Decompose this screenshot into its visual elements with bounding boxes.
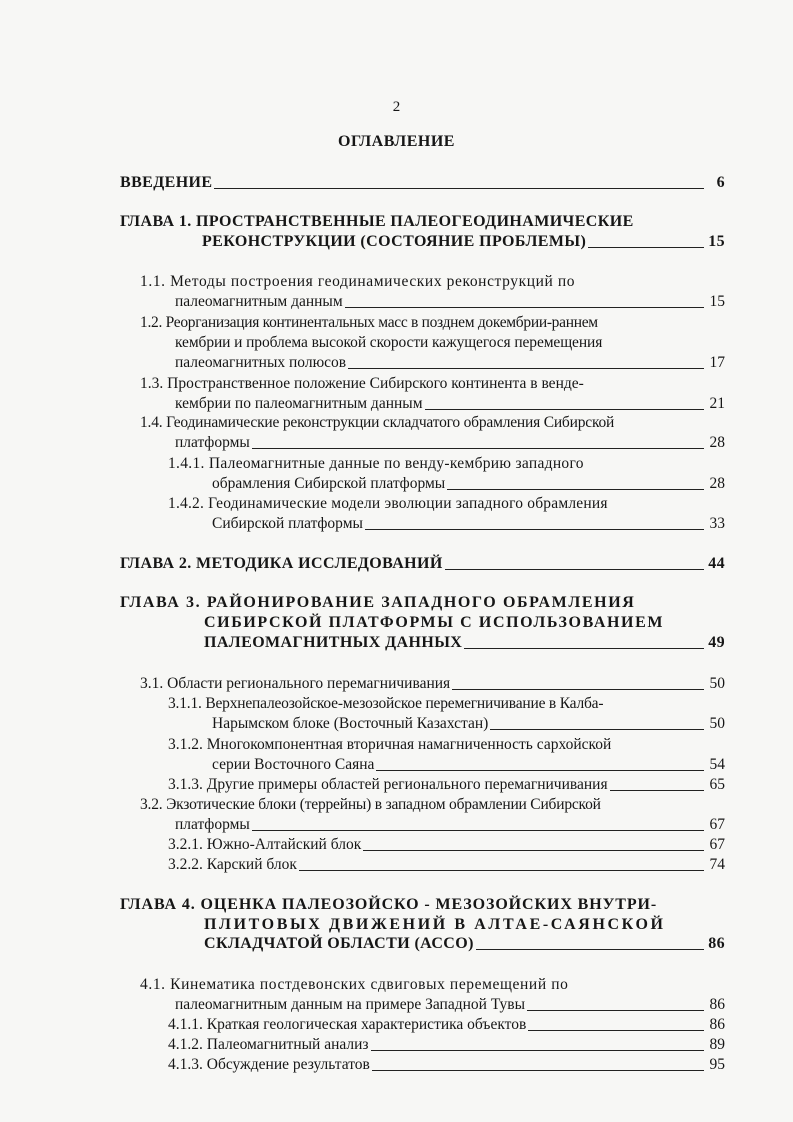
toc-entry-3-1-2-line1: 3.1.2. Многокомпонентная вторичная намагниченность сархойской [168,736,612,753]
toc-entry-3-2-2[interactable] [168,855,725,875]
toc-page-number: 28 [709,434,725,451]
toc-entry-text: платформы [175,434,250,451]
toc-entry-1-4[interactable] [175,433,725,453]
toc-entry-text: СКЛАДЧАТОЙ ОБЛАСТИ (АССО) [204,935,474,952]
dot-leader [376,770,704,771]
toc-entry-1-4-2[interactable] [212,514,725,534]
toc-entry-text: обрамления Сибирской платформы [212,475,446,492]
toc-entry-text: Сибирской платформы [212,515,363,532]
toc-page-number: 67 [709,836,725,853]
toc-entry-4-1-2[interactable] [168,1035,725,1055]
toc-entry-1-4-1-line1: 1.4.1. Палеомагнитные данные по венду-кембрию западного [168,455,584,472]
toc-entry-3-1-1[interactable] [212,714,725,734]
toc-page-number: 50 [709,675,725,692]
toc-entry-text: ГЛАВА 2. МЕТОДИКА ИССЛЕДОВАНИЙ [120,555,443,572]
dot-leader [527,1010,704,1011]
toc-entry-1-3-line1: 1.3. Пространственное положение Сибирского континента в венде- [140,375,584,392]
dot-leader [299,870,704,871]
toc-entry-4-1-3[interactable] [168,1055,725,1075]
toc-page-number: 65 [709,776,725,793]
dot-leader [372,1070,704,1071]
toc-entry-ch3[interactable] [204,633,725,653]
toc-entry-text: платформы [175,816,250,833]
dot-leader [452,689,704,690]
toc-entry-1-4-1[interactable] [212,474,725,494]
toc-entry-text: 4.1.2. Палеомагнитный анализ [168,1036,369,1053]
dot-leader [365,529,704,530]
toc-entry-ch4[interactable] [204,934,725,954]
toc-page-number: 15 [709,293,725,310]
dot-leader [445,569,704,570]
toc-entry-1-4-2-line1: 1.4.2. Геодинамические модели эволюции западного обрамления [168,495,608,512]
toc-page-number: 54 [709,756,725,773]
dot-leader [214,188,704,189]
toc-page-number: 44 [708,555,725,572]
toc-entry-4-1[interactable] [175,995,725,1015]
toc-entry-text: серии Восточного Саяна [212,756,375,773]
toc-entry-text: РЕКОНСТРУКЦИИ (СОСТОЯНИЕ ПРОБЛЕМЫ) [202,233,587,250]
toc-entry-text: 3.1. Области регионального перемагничивания [140,675,451,692]
toc-page-number: 49 [708,634,725,651]
toc-entry-1-2-line1: 1.2. Реорганизация континентальных масс в позднем докембрии-раннем [140,314,598,331]
toc-entry-1-4-line1: 1.4. Геодинамические реконструкции складчатого обрамления Сибирской [140,414,615,431]
toc-page-number: 86 [708,935,725,952]
toc-entry-1-3[interactable] [175,394,725,414]
toc-entry-ch4-line1: ГЛАВА 4. ОЦЕНКА ПАЛЕОЗОЙСКО - МЕЗОЗОЙСКИХ ВНУТРИ- [120,896,658,913]
toc-entry-text: 4.1.1. Краткая геологическая характеристика объектов [168,1016,527,1033]
toc-entry-1-2-line2: кембрии и проблема высокой скорости кажущегося перемещения [175,334,603,351]
dot-leader [447,489,704,490]
toc-page-number: 86 [709,1016,725,1033]
toc-entry-ch1-line1: ГЛАВА 1. ПРОСТРАНСТВЕННЫЕ ПАЛЕОГЕОДИНАМИЧЕСКИЕ [120,213,634,230]
toc-entry-ch3-line1: ГЛАВА 3. РАЙОНИРОВАНИЕ ЗАПАДНОГО ОБРАМЛЕНИЯ [120,594,636,611]
dot-leader [425,409,704,410]
toc-entry-text: 3.2.1. Южно-Алтайский блок [168,836,362,853]
page-number: 2 [392,99,401,115]
toc-entry-1-1[interactable] [175,292,725,312]
dot-leader [610,790,704,791]
dot-leader [348,368,704,369]
dot-leader [363,850,704,851]
toc-entry-ch1[interactable] [202,232,725,252]
toc-page-number: 6 [716,174,725,191]
toc-entry-3-1-2[interactable] [212,755,725,775]
toc-entry-text: 3.1.3. Другие примеры областей регионального перемагничивания [168,776,608,793]
toc-entry-text: Нарымском блоке (Восточный Казахстан) [212,715,489,732]
toc-entry-text: 4.1.3. Обсуждение результатов [168,1056,370,1073]
toc-page-number: 15 [708,233,725,250]
dot-leader [588,247,704,248]
toc-entry-intro[interactable] [120,173,725,193]
toc-entry-4-1-1[interactable] [168,1015,725,1035]
toc-entry-3-1-1-line1: 3.1.1. Верхнепалеозойское-мезозойское перемегничивание в Калба- [168,695,604,712]
toc-entry-3-1[interactable] [140,674,725,694]
toc-entry-1-1-line1: 1.1. Методы построения геодинамических реконструкций по [140,273,576,290]
dot-leader [490,729,704,730]
toc-entry-text: 3.2.2. Карский блок [168,856,297,873]
toc-entry-ch4-line2: ПЛИТОВЫХ ДВИЖЕНИЙ В АЛТАЕ-САЯНСКОЙ [204,916,666,933]
toc-entry-3-2[interactable] [175,815,725,835]
toc-entry-text: ВВЕДЕНИЕ [120,174,213,191]
toc-entry-1-2[interactable] [175,353,725,373]
toc-entry-text: палеомагнитным данным на примере Западной Тувы [175,996,526,1013]
toc-page-number: 33 [709,515,725,532]
dot-leader [464,648,704,649]
toc-entry-ch2[interactable] [120,554,725,574]
toc-page-number: 67 [709,816,725,833]
page-title: ОГЛАВЛЕНИЕ [338,133,455,150]
toc-entry-3-2-line1: 3.2. Экзотические блоки (террейны) в западном обрамлении Сибирской [140,796,601,813]
toc-entry-text: палеомагнитных полюсов [175,354,347,371]
toc-page-number: 95 [709,1056,725,1073]
toc-page-number: 28 [709,475,725,492]
toc-entry-text: ПАЛЕОМАГНИТНЫХ ДАННЫХ [204,634,463,651]
dot-leader [252,448,704,449]
toc-page-number: 17 [709,354,725,371]
toc-page-number: 89 [709,1036,725,1053]
toc-entry-text: палеомагнитным данным [175,293,343,310]
dot-leader [345,307,704,308]
dot-leader [252,830,704,831]
toc-entry-text: кембрии по палеомагнитным данным [175,395,423,412]
toc-page-number: 50 [709,715,725,732]
toc-page-number: 21 [709,395,725,412]
dot-leader [528,1030,704,1031]
toc-page-number: 74 [709,856,725,873]
toc-entry-3-1-3[interactable] [168,775,725,795]
dot-leader [371,1050,704,1051]
toc-entry-ch3-line2: СИБИРСКОЙ ПЛАТФОРМЫ С ИСПОЛЬЗОВАНИЕМ [204,614,665,631]
toc-entry-3-2-1[interactable] [168,835,725,855]
toc-page-number: 86 [709,996,725,1013]
toc-entry-4-1-line1: 4.1. Кинематика постдевонских сдвиговых перемещений по [140,976,569,993]
dot-leader [476,949,704,950]
